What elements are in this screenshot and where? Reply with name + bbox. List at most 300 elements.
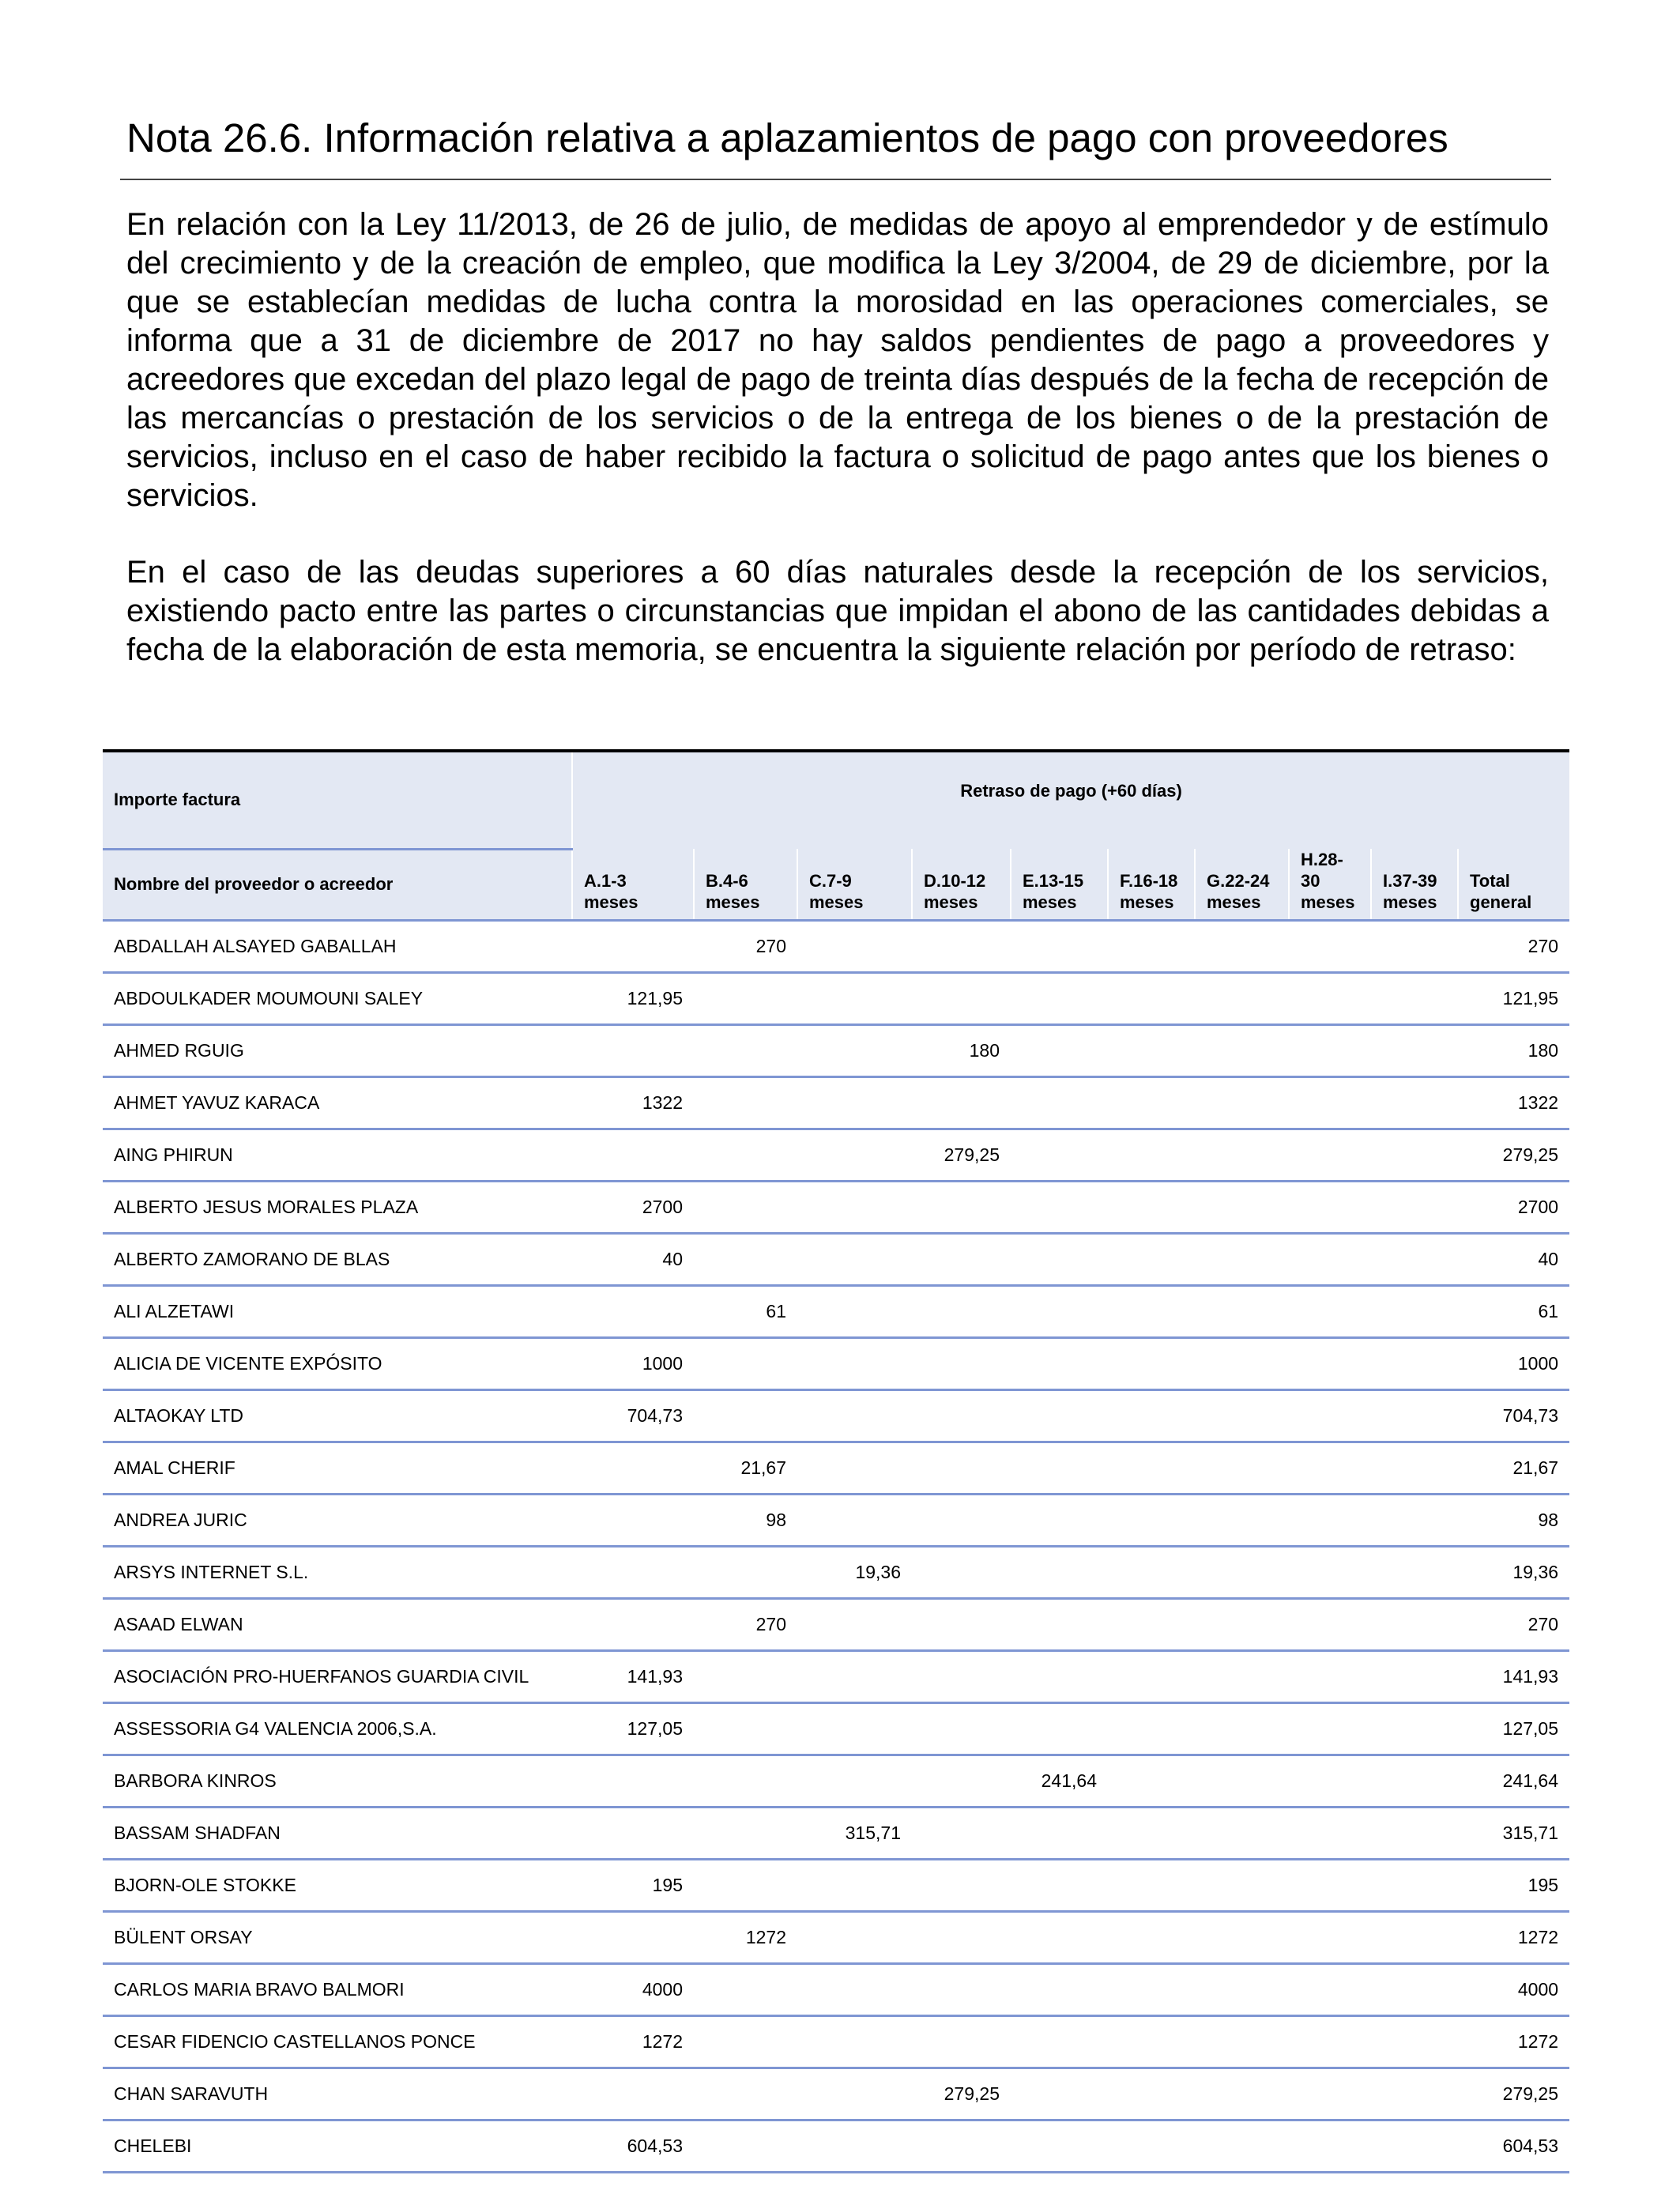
supplier-name: ASSESSORIA G4 VALENCIA 2006,S.A. [103, 1703, 572, 1755]
corner-label: Importe factura [103, 751, 572, 849]
amount-cell: 315,71 [797, 1808, 912, 1860]
amount-cell [1289, 1651, 1371, 1703]
amount-cell [1195, 2120, 1289, 2173]
amount-cell [912, 1234, 1011, 1286]
amount-cell [797, 1025, 912, 1077]
amount-cell: 1272 [572, 2016, 694, 2068]
amount-cell [912, 1338, 1011, 1390]
amount-cell [912, 1286, 1011, 1338]
amount-cell [1195, 921, 1289, 973]
amount-cell [694, 1964, 797, 2016]
amount-cell [1289, 2120, 1371, 2173]
supplier-name: AHMED RGUIG [103, 1025, 572, 1077]
amount-cell: 195 [572, 1860, 694, 1912]
amount-cell: 21,67 [694, 1442, 797, 1495]
amount-cell [912, 1964, 1011, 2016]
amount-cell [797, 1651, 912, 1703]
amount-cell [1108, 1025, 1195, 1077]
supplier-name: ABDALLAH ALSAYED GABALLAH [103, 921, 572, 973]
amount-cell [1289, 1703, 1371, 1755]
amount-cell [1011, 1338, 1108, 1390]
amount-cell [1011, 1077, 1108, 1129]
total-cell: 98 [1458, 1495, 1569, 1547]
supplier-name: ALICIA DE VICENTE EXPÓSITO [103, 1338, 572, 1390]
amount-cell [1371, 921, 1458, 973]
total-cell: 141,93 [1458, 1651, 1569, 1703]
amount-cell: 61 [694, 1286, 797, 1338]
amount-cell [572, 1286, 694, 1338]
amount-cell [572, 2068, 694, 2120]
table-row [103, 921, 1569, 973]
supplier-name: BÜLENT ORSAY [103, 1912, 572, 1964]
amount-cell [1108, 973, 1195, 1025]
table-row [103, 1286, 1569, 1338]
amount-cell [1195, 2016, 1289, 2068]
supplier-name: CHELEBI [103, 2120, 572, 2173]
amount-cell [1108, 1703, 1195, 1755]
amount-cell [1289, 973, 1371, 1025]
amount-cell: 19,36 [797, 1547, 912, 1599]
amount-cell [1011, 1234, 1108, 1286]
amount-cell [1108, 2120, 1195, 2173]
amount-cell [1195, 1442, 1289, 1495]
total-cell: 279,25 [1458, 2068, 1569, 2120]
amount-cell [912, 1495, 1011, 1547]
amount-cell [1371, 1338, 1458, 1390]
amount-cell [1195, 1390, 1289, 1442]
total-cell: 40 [1458, 1234, 1569, 1286]
table-row [103, 2120, 1569, 2173]
supplier-name: ALI ALZETAWI [103, 1286, 572, 1338]
amount-cell [1195, 1964, 1289, 2016]
group-header: Retraso de pago (+60 días) [572, 751, 1569, 849]
amount-cell: 1000 [572, 1338, 694, 1390]
amount-cell [1011, 1599, 1108, 1651]
amount-cell [1011, 1912, 1108, 1964]
amount-cell [1371, 1703, 1458, 1755]
amount-cell: 241,64 [1011, 1755, 1108, 1808]
supplier-name: CHAN SARAVUTH [103, 2068, 572, 2120]
col-header-b-4-6: B.4-6 meses [694, 849, 797, 921]
amount-cell: 279,25 [912, 1129, 1011, 1182]
amount-cell [1108, 1495, 1195, 1547]
amount-cell [1289, 1286, 1371, 1338]
amount-cell [1108, 2016, 1195, 2068]
total-cell: 1272 [1458, 2016, 1569, 2068]
total-cell: 1272 [1458, 1912, 1569, 1964]
amount-cell [1195, 1025, 1289, 1077]
amount-cell [694, 1860, 797, 1912]
amount-cell [797, 1129, 912, 1182]
amount-cell [1108, 1077, 1195, 1129]
amount-cell [1371, 1964, 1458, 2016]
supplier-name: ALTAOKAY LTD [103, 1390, 572, 1442]
amount-cell [797, 1234, 912, 1286]
table-row [103, 1547, 1569, 1599]
supplier-name: ASOCIACIÓN PRO-HUERFANOS GUARDIA CIVIL [103, 1651, 572, 1703]
amount-cell [694, 973, 797, 1025]
amount-cell [1195, 1860, 1289, 1912]
amount-cell [1371, 2120, 1458, 2173]
amount-cell [1289, 2016, 1371, 2068]
amount-cell [694, 1703, 797, 1755]
supplier-name: ARSYS INTERNET S.L. [103, 1547, 572, 1599]
amount-cell [1011, 1025, 1108, 1077]
total-cell: 121,95 [1458, 973, 1569, 1025]
amount-cell [1371, 1599, 1458, 1651]
amount-cell [1289, 1755, 1371, 1808]
amount-cell [912, 1912, 1011, 1964]
amount-cell [694, 1182, 797, 1234]
table-row [103, 1755, 1569, 1808]
amount-cell: 98 [694, 1495, 797, 1547]
amount-cell [1108, 1547, 1195, 1599]
total-cell: 241,64 [1458, 1755, 1569, 1808]
amount-cell [1371, 1286, 1458, 1338]
amount-cell [694, 1808, 797, 1860]
amount-cell: 704,73 [572, 1390, 694, 1442]
supplier-name: ASAAD ELWAN [103, 1599, 572, 1651]
amount-cell [797, 1964, 912, 2016]
amount-cell [912, 921, 1011, 973]
total-cell: 61 [1458, 1286, 1569, 1338]
col-header-f-16-18: F.16-18 meses [1108, 849, 1195, 921]
amount-cell [572, 1495, 694, 1547]
amount-cell [1289, 1442, 1371, 1495]
page-title: Nota 26.6. Información relativa a aplazamientos de pago con proveedores [126, 115, 1448, 160]
amount-cell [1011, 2120, 1108, 2173]
amount-cell [1289, 1912, 1371, 1964]
col-header-g-22-24: G.22-24 meses [1195, 849, 1289, 921]
supplier-name: ANDREA JURIC [103, 1495, 572, 1547]
amount-cell [797, 1495, 912, 1547]
amount-cell [1371, 1234, 1458, 1286]
total-cell: 127,05 [1458, 1703, 1569, 1755]
amount-cell [912, 1182, 1011, 1234]
total-cell: 604,53 [1458, 2120, 1569, 2173]
amount-cell [1371, 1912, 1458, 1964]
col-header-h-28-30: H.28- 30 meses [1289, 849, 1371, 921]
amount-cell [572, 1912, 694, 1964]
amount-cell [1195, 1077, 1289, 1129]
amount-cell [1011, 1651, 1108, 1703]
amount-cell [1371, 1651, 1458, 1703]
amount-cell [1108, 1286, 1195, 1338]
table-row [103, 1390, 1569, 1442]
amount-cell [1011, 921, 1108, 973]
amount-cell [1011, 1860, 1108, 1912]
amount-cell [1371, 2016, 1458, 2068]
amount-cell [912, 1755, 1011, 1808]
total-cell: 2700 [1458, 1182, 1569, 1234]
amount-cell [1011, 1703, 1108, 1755]
supplier-name: ALBERTO ZAMORANO DE BLAS [103, 1234, 572, 1286]
amount-cell [1371, 1860, 1458, 1912]
amount-cell [1371, 1129, 1458, 1182]
supplier-name: AING PHIRUN [103, 1129, 572, 1182]
table-row [103, 1182, 1569, 1234]
amount-cell [1011, 1547, 1108, 1599]
amount-cell [1289, 921, 1371, 973]
amount-cell [797, 1390, 912, 1442]
amount-cell [1195, 1338, 1289, 1390]
amount-cell [912, 1077, 1011, 1129]
amount-cell [1371, 1808, 1458, 1860]
amount-cell [694, 1234, 797, 1286]
amount-cell [1195, 1182, 1289, 1234]
amount-cell: 279,25 [912, 2068, 1011, 2120]
amount-cell [797, 2016, 912, 2068]
amount-cell [1289, 1390, 1371, 1442]
amount-cell [912, 1442, 1011, 1495]
table-row [103, 1234, 1569, 1286]
amount-cell [1195, 1755, 1289, 1808]
amount-cell [1108, 1129, 1195, 1182]
amount-cell [572, 921, 694, 973]
amount-cell [1371, 1077, 1458, 1129]
total-cell: 19,36 [1458, 1547, 1569, 1599]
col-header-total-general: Total general [1458, 849, 1569, 921]
amount-cell [1289, 2068, 1371, 2120]
table-row [103, 973, 1569, 1025]
total-cell: 279,25 [1458, 1129, 1569, 1182]
table-row [103, 1964, 1569, 2016]
amount-cell [1289, 1964, 1371, 2016]
delay-paragraph: En el caso de las deudas superiores a 60 días naturales desde la recepción de los servicios, existiendo pacto entre las partes o circunstancias que impidan el abono de las cantidades debidas a fecha de la elaboración de esta memoria, se encuentra la siguiente relación por período de retraso: [126, 555, 1549, 667]
amount-cell [1011, 1495, 1108, 1547]
table-row [103, 1129, 1569, 1182]
amount-cell [1195, 1703, 1289, 1755]
col-header-c-7-9: C.7-9 meses [797, 849, 912, 921]
amount-cell [797, 1599, 912, 1651]
amount-cell [1289, 1860, 1371, 1912]
amount-cell [1195, 1234, 1289, 1286]
amount-cell [1108, 1912, 1195, 1964]
amount-cell [1011, 1182, 1108, 1234]
amount-cell [912, 1547, 1011, 1599]
amount-cell [912, 1860, 1011, 1912]
amount-cell [797, 2120, 912, 2173]
amount-cell [1371, 1390, 1458, 1442]
amount-cell [1011, 1390, 1108, 1442]
amount-cell [1011, 2016, 1108, 2068]
amount-cell [1195, 1912, 1289, 1964]
amount-cell [1289, 1129, 1371, 1182]
amount-cell [1195, 1286, 1289, 1338]
amount-cell: 2700 [572, 1182, 694, 1234]
amount-cell [797, 1912, 912, 1964]
amount-cell [1195, 973, 1289, 1025]
amount-cell [572, 1599, 694, 1651]
amount-cell [1195, 1547, 1289, 1599]
amount-cell [572, 1808, 694, 1860]
amount-cell: 4000 [572, 1964, 694, 2016]
amount-cell [912, 2016, 1011, 2068]
amount-cell [1289, 1338, 1371, 1390]
amount-cell [1011, 1808, 1108, 1860]
amount-cell: 270 [694, 921, 797, 973]
supplier-name: CESAR FIDENCIO CASTELLANOS PONCE [103, 2016, 572, 2068]
amount-cell [694, 2016, 797, 2068]
amount-cell: 180 [912, 1025, 1011, 1077]
supplier-name: ABDOULKADER MOUMOUNI SALEY [103, 973, 572, 1025]
amount-cell [912, 1808, 1011, 1860]
amount-cell [1289, 1182, 1371, 1234]
amount-cell [694, 1390, 797, 1442]
amount-cell [1289, 1547, 1371, 1599]
intro-paragraph: En relación con la Ley 11/2013, de 26 de julio, de medidas de apoyo al emprendedor y de estímulo del crecimiento y de la creación de empleo, que modifica la Ley 3/2004, de 29 de diciembre, por la que se establecían medidas de lucha contra la morosidad en las operaciones comerciales, se informa que a 31 de diciembre de 2017 no hay saldos pendientes de pago a proveedores y acreedores que excedan del plazo legal de pago de treinta días después de la fecha de recepción de las mercancías o prestación de los servicios o de la entrega de los bienes o de la prestación de servicios, incluso en el caso de haber recibido la factura o solicitud de pago antes que los bienes o servicios. [126, 207, 1549, 513]
amount-cell [1108, 1808, 1195, 1860]
col-header-d-10-12: D.10-12 meses [912, 849, 1011, 921]
amount-cell [1195, 1599, 1289, 1651]
supplier-name: ALBERTO JESUS MORALES PLAZA [103, 1182, 572, 1234]
amount-cell: 127,05 [572, 1703, 694, 1755]
amount-cell [1108, 1234, 1195, 1286]
supplier-name: AHMET YAVUZ KARACA [103, 1077, 572, 1129]
amount-cell [1108, 1182, 1195, 1234]
total-cell: 704,73 [1458, 1390, 1569, 1442]
amount-cell [1371, 1755, 1458, 1808]
amount-cell [797, 921, 912, 973]
total-cell: 315,71 [1458, 1808, 1569, 1860]
amount-cell [1011, 973, 1108, 1025]
amount-cell [694, 1651, 797, 1703]
amount-cell [797, 1182, 912, 1234]
total-cell: 21,67 [1458, 1442, 1569, 1495]
amount-cell [1108, 921, 1195, 973]
amount-cell [1195, 1808, 1289, 1860]
amount-cell: 40 [572, 1234, 694, 1286]
supplier-name-header: Nombre del proveedor o acreedor [103, 849, 572, 921]
table-row [103, 1077, 1569, 1129]
total-cell: 1322 [1458, 1077, 1569, 1129]
amount-cell [1108, 1755, 1195, 1808]
amount-cell [912, 1599, 1011, 1651]
supplier-name: AMAL CHERIF [103, 1442, 572, 1495]
amount-cell: 121,95 [572, 973, 694, 1025]
total-cell: 180 [1458, 1025, 1569, 1077]
title-divider [120, 179, 1551, 180]
amount-cell [1195, 1651, 1289, 1703]
amount-cell [1011, 2068, 1108, 2120]
amount-cell [1011, 1442, 1108, 1495]
amount-cell [694, 1755, 797, 1808]
amount-cell [797, 1703, 912, 1755]
table-row [103, 1808, 1569, 1860]
amount-cell [572, 1129, 694, 1182]
amount-cell [1289, 1599, 1371, 1651]
table-row [103, 1025, 1569, 1077]
amount-cell [797, 1077, 912, 1129]
amount-cell [1371, 1495, 1458, 1547]
amount-cell [1108, 1599, 1195, 1651]
amount-cell [1108, 1390, 1195, 1442]
amount-cell [912, 1703, 1011, 1755]
col-header-a-1-3: A.1-3 meses [572, 849, 694, 921]
amount-cell [1371, 1442, 1458, 1495]
amount-cell [694, 1338, 797, 1390]
amount-cell [1289, 1025, 1371, 1077]
amount-cell [797, 2068, 912, 2120]
amount-cell [1108, 1442, 1195, 1495]
table-row [103, 2016, 1569, 2068]
amount-cell [797, 973, 912, 1025]
table-row [103, 2068, 1569, 2120]
table-row [103, 1495, 1569, 1547]
amount-cell [572, 1025, 694, 1077]
amount-cell [694, 1129, 797, 1182]
amount-cell [694, 2120, 797, 2173]
amount-cell [1195, 1495, 1289, 1547]
total-cell: 195 [1458, 1860, 1569, 1912]
amount-cell [797, 1860, 912, 1912]
table-row [103, 1442, 1569, 1495]
col-header-e-13-15: E.13-15 meses [1011, 849, 1108, 921]
total-cell: 270 [1458, 1599, 1569, 1651]
amount-cell [1371, 1182, 1458, 1234]
total-cell: 270 [1458, 921, 1569, 973]
amount-cell: 1272 [694, 1912, 797, 1964]
amount-cell [694, 2068, 797, 2120]
amount-cell [1289, 1808, 1371, 1860]
amount-cell [1011, 1286, 1108, 1338]
amount-cell [1371, 1025, 1458, 1077]
amount-cell [1289, 1234, 1371, 1286]
amount-cell [1289, 1077, 1371, 1129]
amount-cell [1011, 1129, 1108, 1182]
amount-cell [797, 1338, 912, 1390]
amount-cell [1289, 1495, 1371, 1547]
amount-cell: 141,93 [572, 1651, 694, 1703]
amount-cell [1108, 1338, 1195, 1390]
amount-cell [912, 973, 1011, 1025]
amount-cell [912, 2120, 1011, 2173]
amount-cell [1108, 1651, 1195, 1703]
amount-cell [694, 1077, 797, 1129]
total-cell: 4000 [1458, 1964, 1569, 2016]
amount-cell [912, 1390, 1011, 1442]
table-row [103, 1860, 1569, 1912]
table-row [103, 1912, 1569, 1964]
amount-cell [694, 1547, 797, 1599]
table-row [103, 1599, 1569, 1651]
table-row [103, 1338, 1569, 1390]
amount-cell [797, 1286, 912, 1338]
amount-cell [1371, 973, 1458, 1025]
supplier-name: BARBORA KINROS [103, 1755, 572, 1808]
supplier-name: CARLOS MARIA BRAVO BALMORI [103, 1964, 572, 2016]
amount-cell: 604,53 [572, 2120, 694, 2173]
amount-cell [1195, 2068, 1289, 2120]
table-row [103, 1651, 1569, 1703]
amount-cell [1371, 2068, 1458, 2120]
amount-cell [1108, 1964, 1195, 2016]
supplier-name: BASSAM SHADFAN [103, 1808, 572, 1860]
amount-cell [572, 1442, 694, 1495]
table-row [103, 1703, 1569, 1755]
amount-cell [694, 1025, 797, 1077]
amount-cell [572, 1755, 694, 1808]
amount-cell [797, 1442, 912, 1495]
amount-cell [1108, 2068, 1195, 2120]
total-cell: 1000 [1458, 1338, 1569, 1390]
amount-cell [797, 1755, 912, 1808]
amount-cell [1195, 1129, 1289, 1182]
amount-cell [1108, 1860, 1195, 1912]
supplier-name: BJORN-OLE STOKKE [103, 1860, 572, 1912]
amount-cell [1371, 1547, 1458, 1599]
col-header-i-37-39: I.37-39 meses [1371, 849, 1458, 921]
